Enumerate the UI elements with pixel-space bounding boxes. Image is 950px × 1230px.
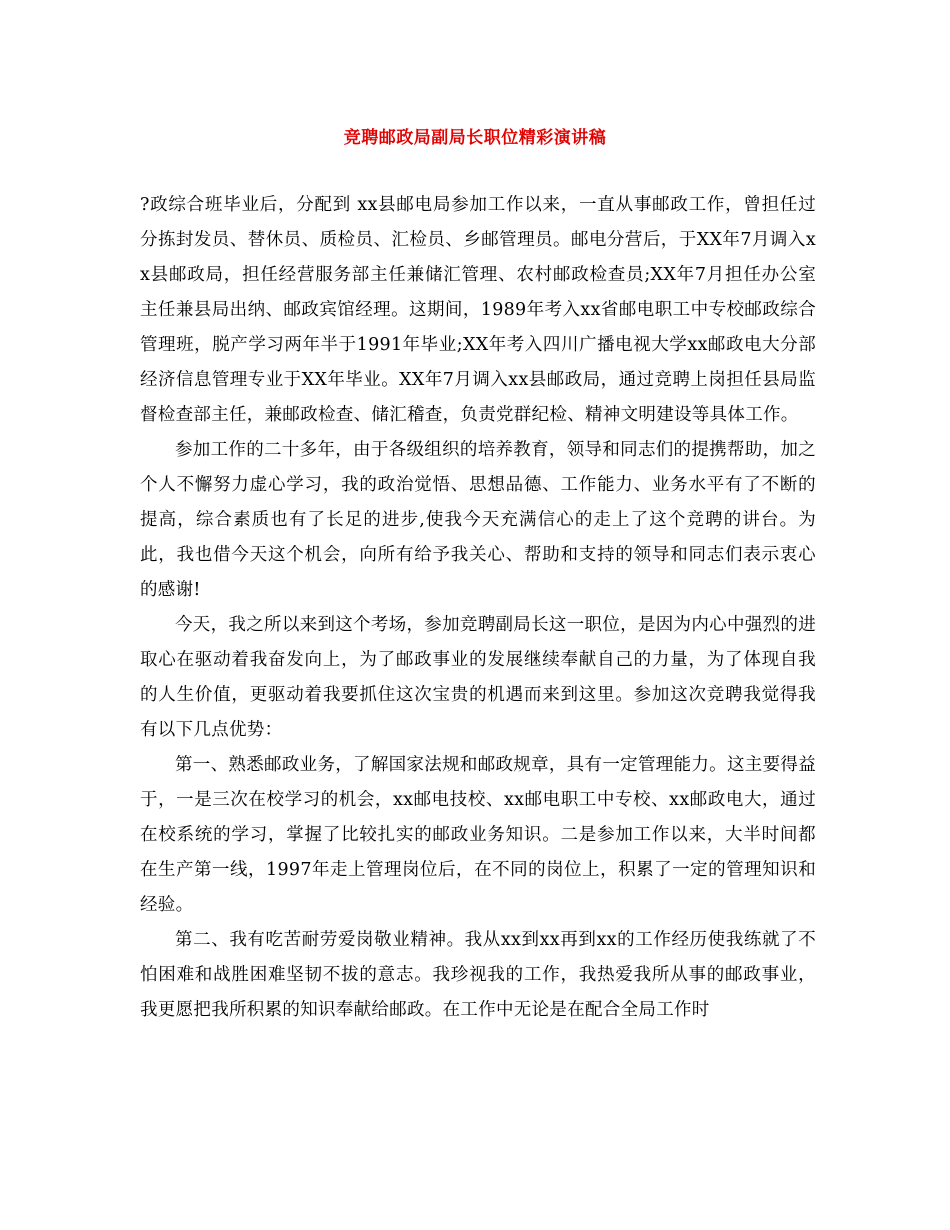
paragraph-5: 第二、我有吃苦耐劳爱岗敬业精神。我从xx到xx再到xx的工作经历使我练就了不怕困难和战胜困难坚韧不拔的意志。我珍视我的工作，我热爱我所从事的邮政事业，我更愿把我所积累的知识奉献给邮政。在工作中无论是在配合全局工作时 [140,930,816,1020]
document-body [140,188,816,1028]
paragraph-2: 参加工作的二十多年，由于各级组织的培养教育，领导和同志们的提携帮助，加之个人不懈努力虚心学习，我的政治觉悟、思想品德、工作能力、业务水平有了不断的提高，综合素质也有了长足的进步,使我今天充满信心的走上了这个竞聘的讲台。为此，我也借今天这个机会，向所有给予我关心、帮助和支持的领导和同志们表示衷心的感谢! [140,440,816,600]
document-title: 竞聘邮政局副局长职位精彩演讲稿 [343,128,607,148]
paragraph-3: 今天，我之所以来到这个考场，参加竞聘副局长这一职位，是因为内心中强烈的进取心在驱动着我奋发向上，为了邮政事业的发展继续奉献自己的力量，为了体现自我的人生价值，更驱动着我要抓住这次宝贵的机遇而来到这里。参加这次竞聘我觉得我有以下几点优势： [140,615,816,740]
paragraph-1: ?政综合班毕业后，分配到 xx县邮电局参加工作以来，一直从事邮政工作，曾担任过分拣封发员、替休员、质检员、汇检员、乡邮管理员。邮电分营后，于XX年7月调入xx县邮政局，担任经营服务部主任兼储汇管理、农村邮政检查员;XX年7月担任办公室主任兼县局出纳、邮政宾馆经理。这期间，1989年考入xx省邮电职工中专校邮政综合管理班，脱产学习两年半于1991年毕业;XX年考入四川广播电视大学xx邮政电大分部经济信息管理专业于XX年毕业。XX年7月调入xx县邮政局，通过竞聘上岗担任县局监督检查部主任，兼邮政检查、储汇稽查，负责党群纪检、精神文明建设等具体工作。 [140,195,816,425]
paragraph-4: 第一、熟悉邮政业务，了解国家法规和邮政规章，具有一定管理能力。这主要得益于，一是三次在校学习的机会，xx邮电技校、xx邮电职工中专校、xx邮政电大，通过在校系统的学习，掌握了比较扎实的邮政业务知识。二是参加工作以来，大半时间都在生产第一线，1997年走上管理岗位后，在不同的岗位上，积累了一定的管理知识和经验。 [140,755,816,915]
